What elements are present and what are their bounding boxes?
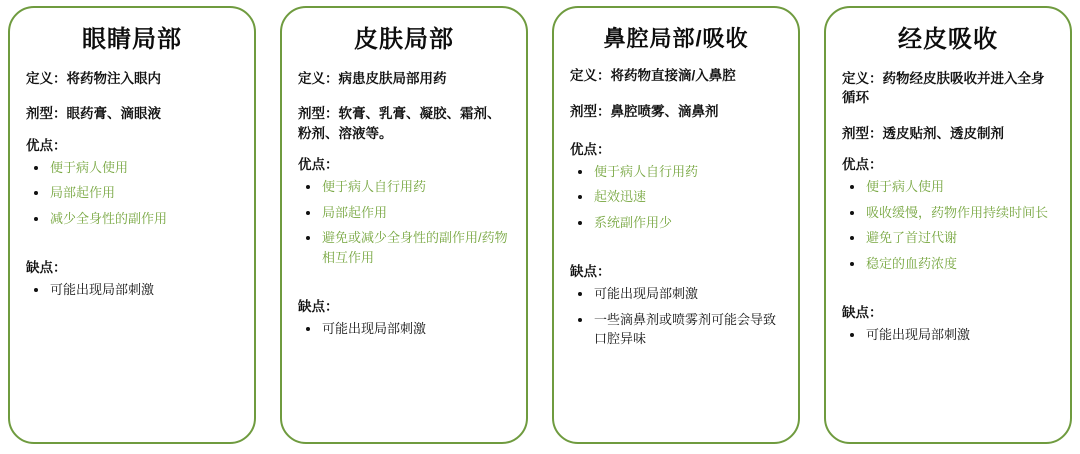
card-title: 鼻腔局部/吸收 bbox=[603, 26, 749, 51]
cons-list bbox=[28, 280, 238, 300]
pros-list bbox=[300, 177, 510, 267]
card-title: 经皮吸收 bbox=[898, 26, 998, 53]
definition-label: 定义： bbox=[298, 70, 339, 86]
list-item: 吸收缓慢，药物作用持续时间长 bbox=[862, 203, 1054, 223]
dosage-form-section bbox=[842, 124, 1054, 144]
dosage-label: 剂型： bbox=[26, 106, 67, 122]
card-nasal bbox=[552, 6, 800, 444]
cons-section bbox=[570, 260, 782, 355]
pros-label: 优点： bbox=[298, 157, 339, 173]
list-item: 可能出现局部刺激 bbox=[46, 280, 238, 300]
pros-list bbox=[844, 177, 1054, 273]
definition-label: 定义： bbox=[842, 70, 883, 86]
definition-label: 定义： bbox=[570, 68, 611, 84]
definition-section bbox=[570, 66, 782, 86]
card-skin-topical bbox=[280, 6, 528, 444]
cons-label: 缺点： bbox=[842, 305, 883, 321]
list-item: 一些滴鼻剂或喷雾剂可能会导致口腔异味 bbox=[590, 310, 782, 349]
cons-list bbox=[572, 284, 782, 349]
dosage-form-section bbox=[298, 104, 510, 143]
card-title: 皮肤局部 bbox=[354, 26, 454, 53]
pros-label: 优点： bbox=[842, 157, 883, 173]
dosage-value: 眼药膏、滴眼液 bbox=[66, 106, 161, 122]
cons-section bbox=[298, 295, 510, 345]
list-item: 便于病人自行用药 bbox=[590, 162, 782, 182]
definition-value: 将药物直接滴/入鼻腔 bbox=[610, 68, 736, 84]
pros-section bbox=[26, 134, 238, 235]
pros-list bbox=[28, 158, 238, 229]
cons-section bbox=[26, 256, 238, 306]
definition-label: 定义： bbox=[26, 70, 67, 86]
definition-section bbox=[298, 69, 510, 89]
dosage-form-section bbox=[26, 104, 238, 124]
list-item: 便于病人使用 bbox=[46, 158, 238, 178]
definition-value: 药物经皮肤吸收并进入全身循环 bbox=[842, 70, 1045, 106]
card-transdermal bbox=[824, 6, 1072, 444]
cons-label: 缺点： bbox=[298, 299, 339, 315]
definition-section bbox=[842, 69, 1054, 108]
definition-section bbox=[26, 69, 238, 89]
dosage-form-section bbox=[570, 102, 782, 122]
list-item: 局部起作用 bbox=[318, 203, 510, 223]
pros-label: 优点： bbox=[26, 137, 67, 153]
pros-section bbox=[298, 153, 510, 273]
definition-value: 将药物注入眼内 bbox=[66, 70, 161, 86]
list-item: 起效迅速 bbox=[590, 187, 782, 207]
pros-list bbox=[572, 162, 782, 233]
dosage-label: 剂型： bbox=[298, 106, 339, 122]
list-item: 可能出现局部刺激 bbox=[590, 284, 782, 304]
list-item: 稳定的血药浓度 bbox=[862, 254, 1054, 274]
list-item: 可能出现局部刺激 bbox=[318, 319, 510, 339]
cons-label: 缺点： bbox=[26, 260, 67, 276]
cons-label: 缺点： bbox=[570, 264, 611, 280]
list-item: 避免或减少全身性的副作用/药物相互作用 bbox=[318, 228, 510, 267]
card-eye-topical bbox=[8, 6, 256, 444]
dosage-label: 剂型： bbox=[842, 125, 883, 141]
list-item: 避免了首过代谢 bbox=[862, 228, 1054, 248]
definition-value: 病患皮肤局部用药 bbox=[338, 70, 447, 86]
list-item: 减少全身性的副作用 bbox=[46, 209, 238, 229]
cons-list bbox=[844, 325, 1054, 345]
card-title: 眼睛局部 bbox=[82, 26, 182, 53]
list-item: 便于病人自行用药 bbox=[318, 177, 510, 197]
dosage-value: 鼻腔喷雾、滴鼻剂 bbox=[610, 103, 719, 119]
pros-section bbox=[570, 138, 782, 239]
list-item: 局部起作用 bbox=[46, 183, 238, 203]
list-item: 系统副作用少 bbox=[590, 213, 782, 233]
cons-list bbox=[300, 319, 510, 339]
cons-section bbox=[842, 301, 1054, 351]
pros-label: 优点： bbox=[570, 141, 611, 157]
dosage-label: 剂型： bbox=[570, 103, 611, 119]
dosage-value: 软膏、乳膏、凝胶、霜剂、粉剂、溶液等。 bbox=[298, 106, 501, 141]
list-item: 便于病人使用 bbox=[862, 177, 1054, 197]
list-item: 可能出现局部刺激 bbox=[862, 325, 1054, 345]
pros-section bbox=[842, 153, 1054, 279]
dosage-value: 透皮贴剂、透皮制剂 bbox=[882, 125, 1004, 141]
